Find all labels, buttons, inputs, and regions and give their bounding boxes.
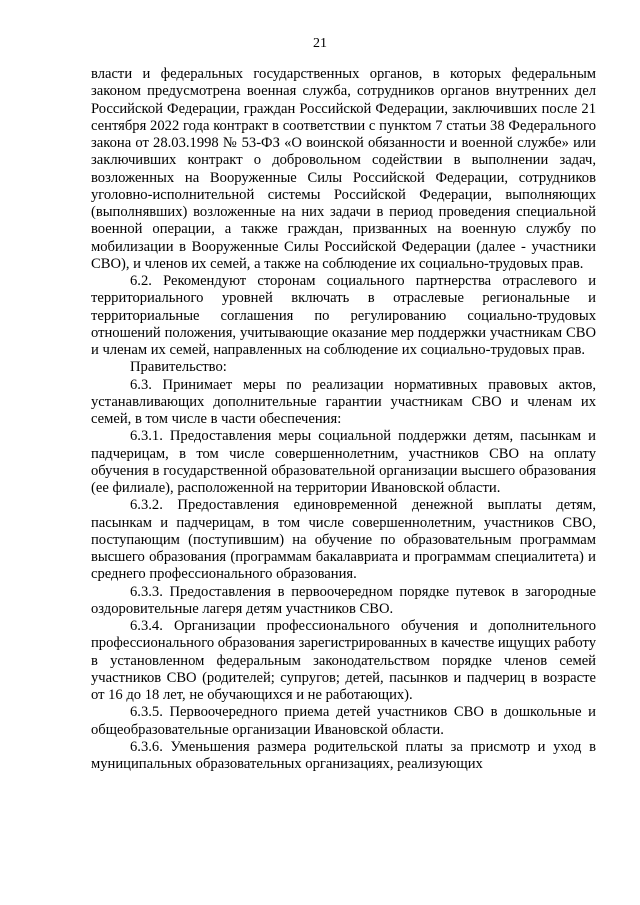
paragraph-6-3-2: 6.3.2. Предоставления единовременной денежной выплаты детям, пасынкам и падчерицам, в том числе совершеннолетним, участников СВО, поступающим (поступившим) на обучение по образовательным программам высшего образования (программам бакалавриата и программам специалитета) и среднего профессионального образования. [91, 497, 596, 583]
paragraph-6-2: 6.2. Рекомендуют сторонам социального партнерства отраслевого и территориального уровней включать в отраслевые региональные и территориальные соглашения по регулированию социально-трудовых отношений положения, учитывающие оказание мер поддержки участникам СВО и членам их семей, направленных на соблюдение их социально-трудовых прав. [91, 273, 596, 358]
paragraph-government-heading: Правительство: [130, 359, 227, 376]
paragraph-continuation: власти и федеральных государственных органов, в которых федеральным законом предусмотрена военная служба, сотрудников органов внутренних дел Российской Федерации, граждан Российской Федерации, заключивших после 21 сентября 2022 года контракт в соответствии с пунктом 7 статьи 38 Федерального закона от 28.03.1998 № 53-ФЗ «О воинской обязанности и военной службе» или заключивших контракт о добровольном содействии в выполнении задач, возложенных на Вооруженные Силы Российской Федерации, сотрудников уголовно-исполнительной системы Российской Федерации, выполняющих (выполнявших) возложенные на них задачи в период проведения специальной военной операции, а также граждан, призванных на военную службу по мобилизации в Вооруженные Силы Российской Федерации (далее - участники СВО), и членов их семей, а также на соблюдение их социально-трудовых прав. [91, 66, 596, 272]
paragraph-6-3-1: 6.3.1. Предоставления меры социальной поддержки детям, пасынкам и падчерицам, в том числе совершеннолетним, участников СВО на оплату обучения в государственной образовательной организации высшего образования (ее филиале), расположенной на территории Ивановской области. [91, 428, 596, 496]
paragraph-6-3: 6.3. Принимает меры по реализации нормативных правовых актов, устанавливающих дополнительные гарантии участникам СВО и членам их семей, в том числе в части обеспечения: [91, 376, 596, 427]
page-number: 21 [313, 36, 327, 51]
paragraph-6-3-4: 6.3.4. Организации профессионального обучения и дополнительного профессионального образования зарегистрированных в качестве ищущих работу в установленном федеральным законодательством порядке членов семей участников СВО (родителей; супругов; детей, пасынков и падчериц в возрасте от 16 до 18 лет, не обучающихся и не работающих). [91, 618, 596, 703]
paragraph-6-3-6: 6.3.6. Уменьшения размера родительской платы за присмотр и уход в муниципальных образовательных организациях, реализующих [91, 738, 596, 772]
document-body [91, 66, 596, 773]
paragraph-6-3-3: 6.3.3. Предоставления в первоочередном порядке путевок в загородные оздоровительные лагеря детям участников СВО. [91, 583, 596, 617]
paragraph-6-3-5: 6.3.5. Первоочередного приема детей участников СВО в дошкольные и общеобразовательные организации Ивановской области. [91, 704, 596, 738]
